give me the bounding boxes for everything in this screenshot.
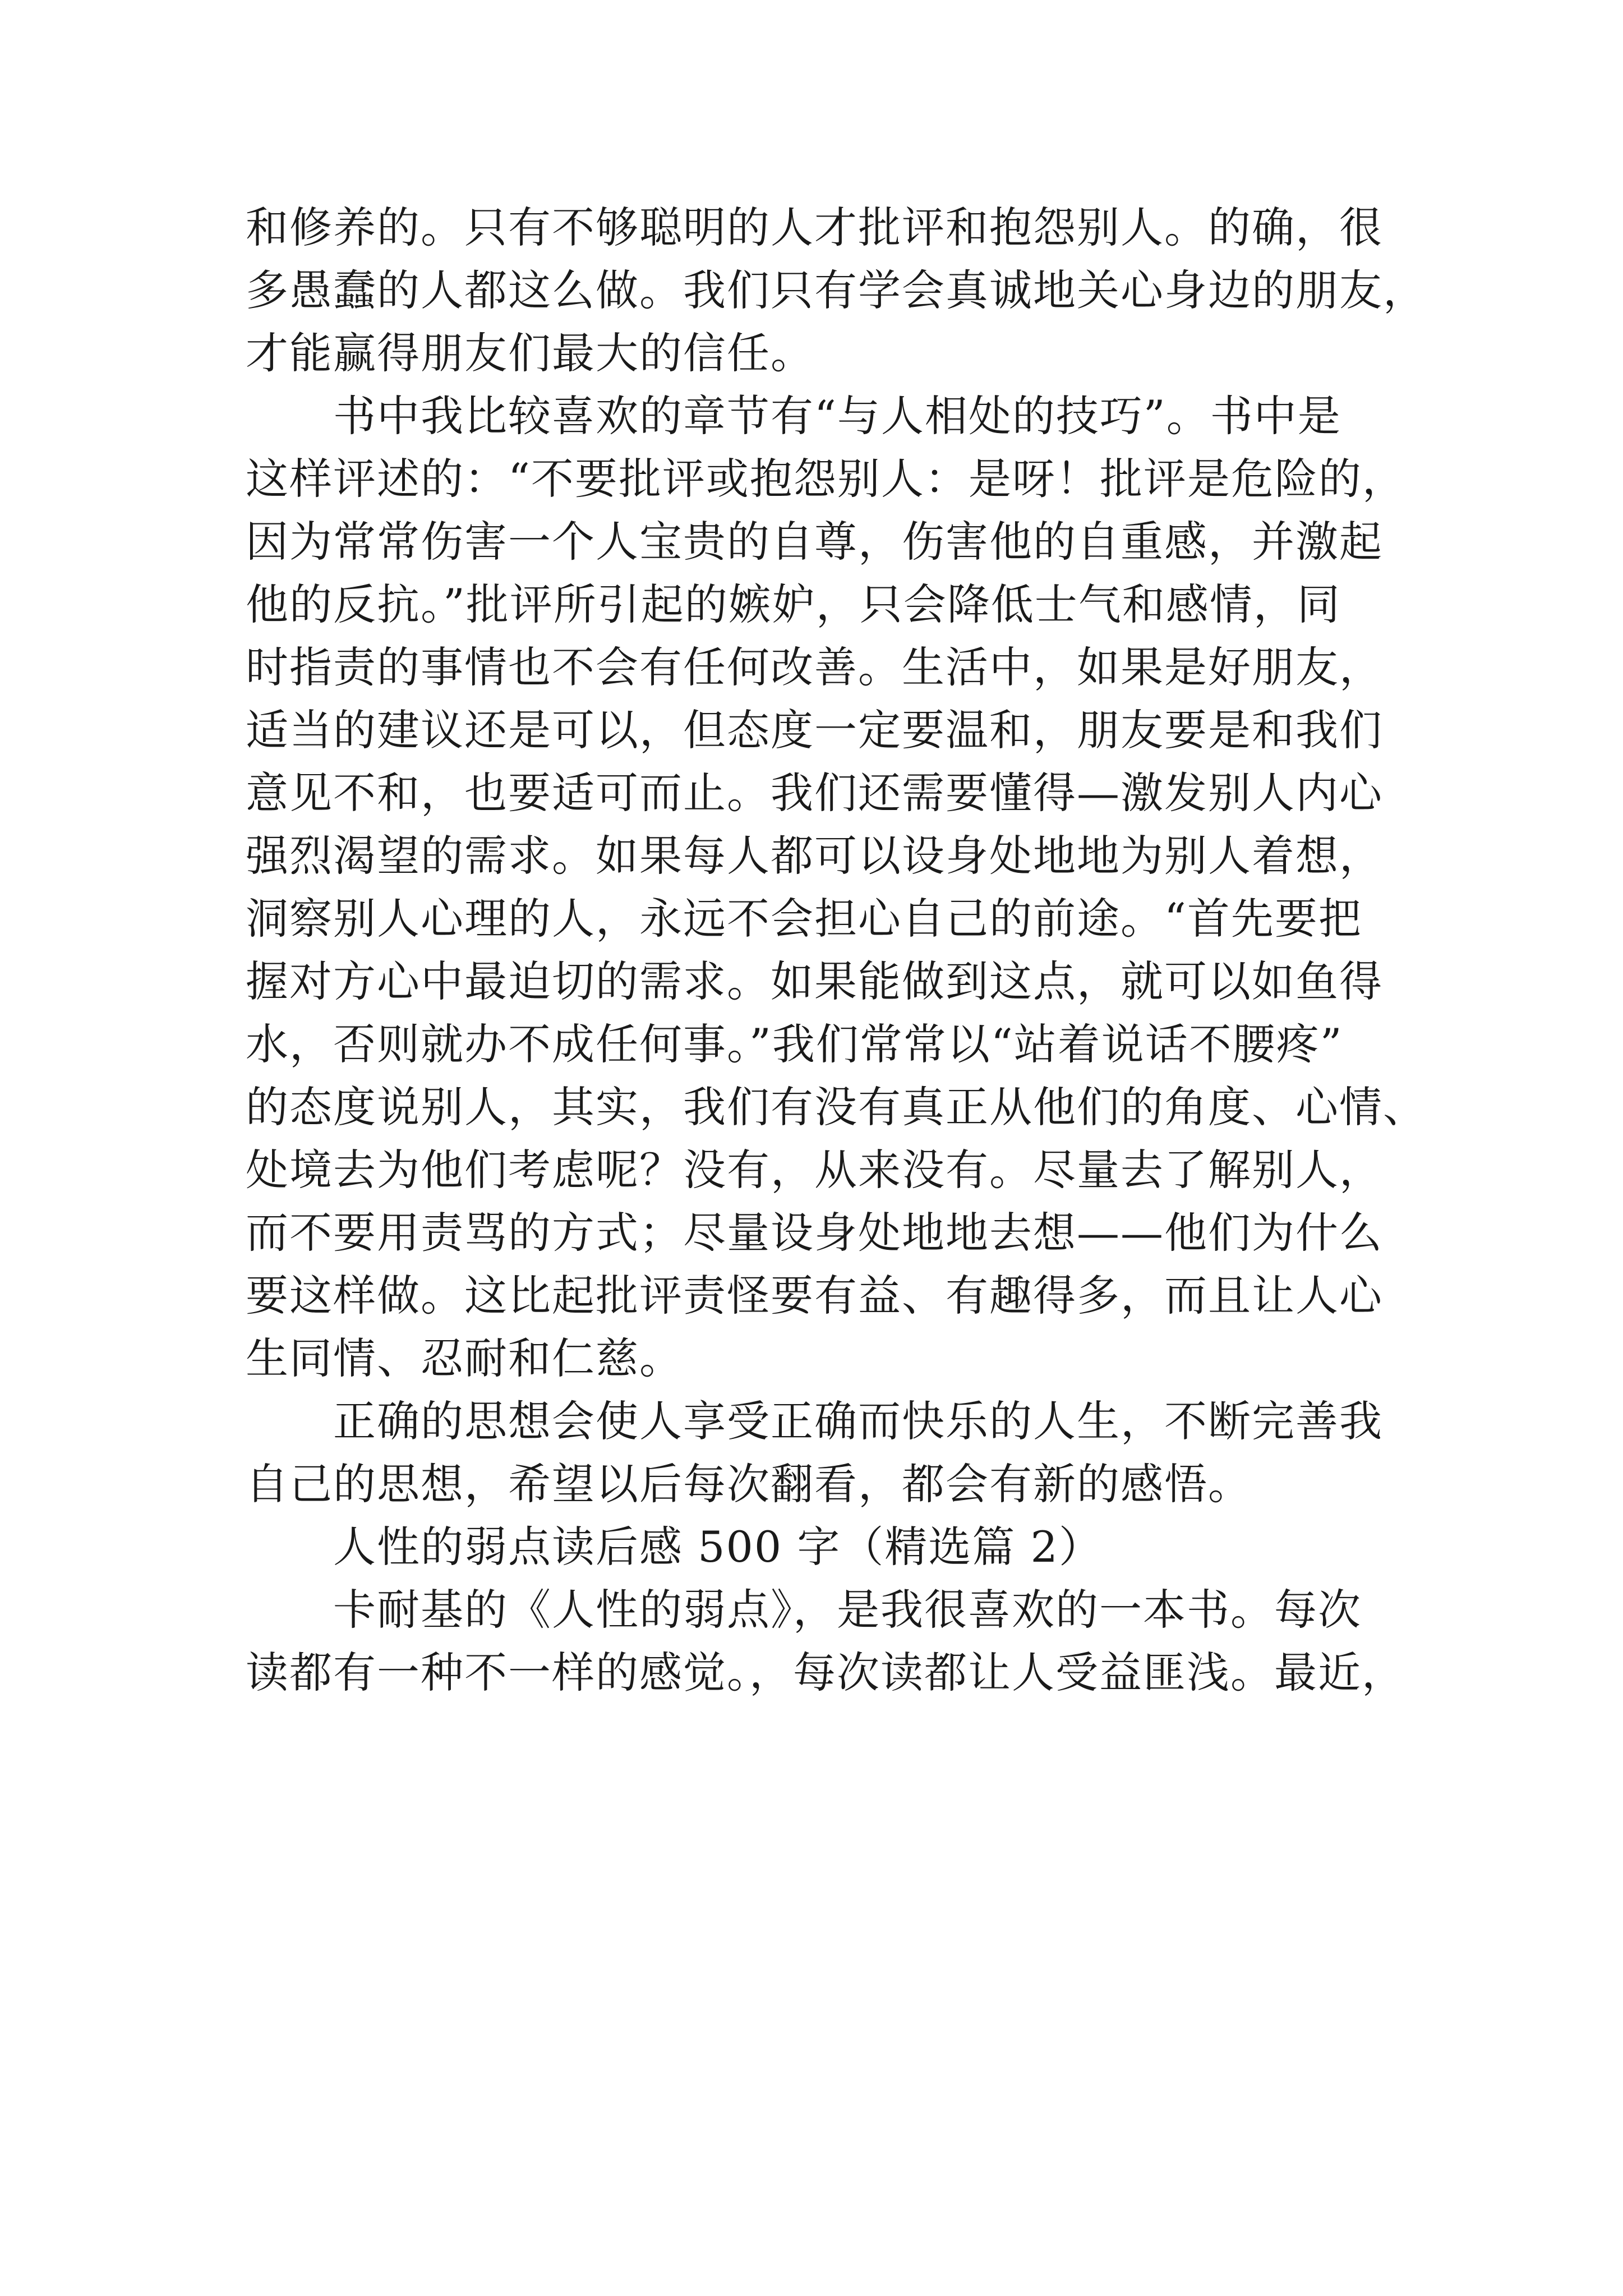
text-line: 书中我比较喜欢的章节有“与人相处的技巧”。书中是 — [246, 391, 1341, 441]
text-line: 而不要用责骂的方式；尽量设身处地地去想——他们为什么 — [246, 1208, 1383, 1258]
text-line: 才能赢得朋友们最大的信任。 — [246, 328, 814, 378]
text-line: 处境去为他们考虑呢？没有，从来没有。尽量去了解别人， — [246, 1145, 1383, 1195]
text-line: 握对方心中最迫切的需求。如果能做到这点，就可以如鱼得 — [246, 956, 1383, 1006]
text-line: 意见不和，也要适可而止。我们还需要懂得—激发别人内心 — [246, 768, 1383, 818]
text-line: 生同情、忍耐和仁慈。 — [246, 1333, 683, 1383]
section-heading: 人性的弱点读后感 500 字（精选篇 2） — [246, 1522, 1103, 1572]
text-line: 正确的思想会使人享受正确而快乐的人生，不断完善我 — [246, 1396, 1383, 1446]
text-line: 的态度说别人，其实，我们有没有真正从他们的角度、心情、 — [246, 1082, 1427, 1132]
text-line: 水，否则就办不成任何事。”我们常常以“站着说话不腰疼” — [246, 1019, 1343, 1069]
text-line: 他的反抗。”批评所引起的嫉妒，只会降低士气和感情，同 — [246, 579, 1341, 629]
text-line: 这样评述的：“不要批评或抱怨别人：是呀！批评是危险的， — [246, 454, 1406, 504]
text-line: 因为常常伤害一个人宝贵的自尊，伤害他的自重感，并激起 — [246, 517, 1383, 567]
text-line: 多愚蠢的人都这么做。我们只有学会真诚地关心身边的朋友， — [246, 265, 1427, 315]
text-line: 要这样做。这比起批评责怪要有益、有趣得多，而且让人心 — [246, 1271, 1383, 1320]
text-line: 适当的建议还是可以，但态度一定要温和，朋友要是和我们 — [246, 705, 1383, 755]
text-line: 洞察别人心理的人，永远不会担心自己的前途。“首先要把 — [246, 894, 1362, 944]
text-line: 读都有一种不一样的感觉。，每次读都让人受益匪浅。最近， — [246, 1648, 1405, 1697]
document-body — [246, 196, 1427, 1704]
text-line: 时指责的事情也不会有任何改善。生活中，如果是好朋友， — [246, 642, 1383, 692]
text-line: 和修养的。只有不够聪明的人才批评和抱怨别人。的确，很 — [246, 203, 1383, 252]
text-line: 卡耐基的《人性的弱点》，是我很喜欢的一本书。每次 — [246, 1585, 1362, 1635]
text-line: 强烈渴望的需求。如果每人都可以设身处地地为别人着想， — [246, 831, 1383, 881]
text-line: 自己的思想，希望以后每次翻看，都会有新的感悟。 — [246, 1459, 1252, 1509]
